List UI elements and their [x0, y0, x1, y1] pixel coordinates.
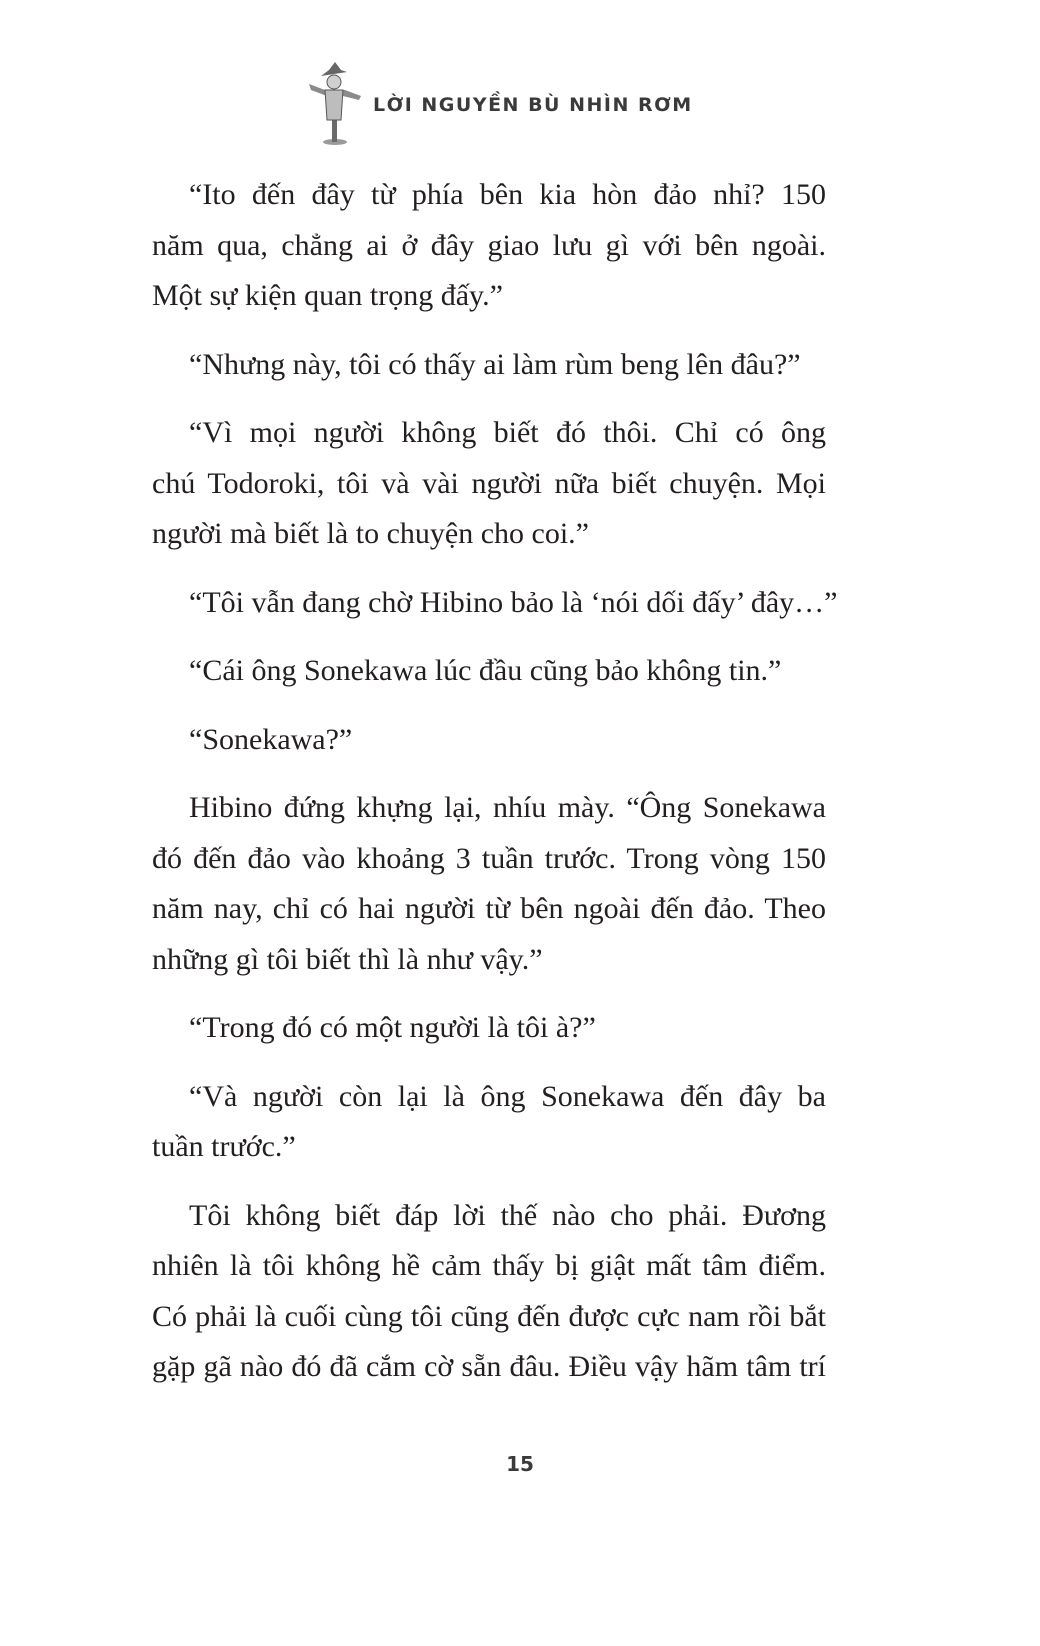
- paragraph: [152, 408, 826, 560]
- scarecrow-icon: [305, 60, 365, 146]
- text-line: “Trong đó có một người là tôi à?”: [189, 1011, 596, 1044]
- text-line: nhiên là tôi không hề cảm thấy bị giật mất tâm điểm.: [152, 1249, 826, 1282]
- text-line: Một sự kiện quan trọng đấy.”: [152, 279, 503, 312]
- text-line: gặp gã nào đó đã cắm cờ sẵn đâu. Điều vậy hãm tâm trí: [152, 1350, 826, 1383]
- paragraph: [152, 340, 826, 391]
- paragraph: [152, 578, 838, 629]
- paragraph: [152, 783, 826, 985]
- text-line: “Tôi vẫn đang chờ Hibino bảo là ‘nói dối đấy’ đây…”: [189, 585, 838, 619]
- paragraph: [152, 646, 826, 697]
- text-line: “Sonekawa?”: [189, 722, 353, 756]
- text-line: những gì tôi biết thì là như vậy.”: [152, 942, 543, 976]
- text-line: đó đến đảo vào khoảng 3 tuần trước. Trong vòng 150: [152, 841, 826, 875]
- paragraph: [152, 170, 826, 322]
- text-line: “Và người còn lại là ông Sonekawa đến đây ba: [189, 1079, 826, 1113]
- page-number: 15: [506, 1452, 534, 1476]
- text-line: Hibino đứng khựng lại, nhíu mày. “Ông Sonekawa: [189, 791, 826, 824]
- paragraph: [152, 715, 826, 766]
- text-line: “Ito đến đây từ phía bên kia hòn đảo nhỉ? 150: [189, 178, 826, 211]
- text-line: “Nhưng này, tôi có thấy ai làm rùm beng lên đâu?”: [189, 347, 801, 381]
- text-line: năm nay, chỉ có hai người từ bên ngoài đến đảo. Theo: [152, 892, 826, 925]
- text-line: Tôi không biết đáp lời thế nào cho phải. Đương: [189, 1198, 826, 1232]
- body-text: [152, 170, 838, 1411]
- text-line: “Cái ông Sonekawa lúc đầu cũng bảo không tin.”: [189, 654, 782, 687]
- running-header: [305, 58, 693, 148]
- running-title: LỜI NGUYỀN BÙ NHÌN RƠM: [373, 94, 693, 116]
- text-line: “Vì mọi người không biết đó thôi. Chỉ có ông: [189, 416, 826, 449]
- paragraph: [152, 1191, 826, 1393]
- text-line: Có phải là cuối cùng tôi cũng đến được cực nam rồi bắt: [152, 1299, 826, 1333]
- text-line: năm qua, chẳng ai ở đây giao lưu gì với bên ngoài.: [152, 228, 826, 262]
- text-line: người mà biết là to chuyện cho coi.”: [152, 517, 589, 550]
- paragraph: [152, 1072, 826, 1173]
- text-line: chú Todoroki, tôi và vài người nữa biết chuyện. Mọi: [152, 466, 826, 500]
- paragraph: [152, 1003, 826, 1054]
- text-line: tuần trước.”: [152, 1130, 296, 1163]
